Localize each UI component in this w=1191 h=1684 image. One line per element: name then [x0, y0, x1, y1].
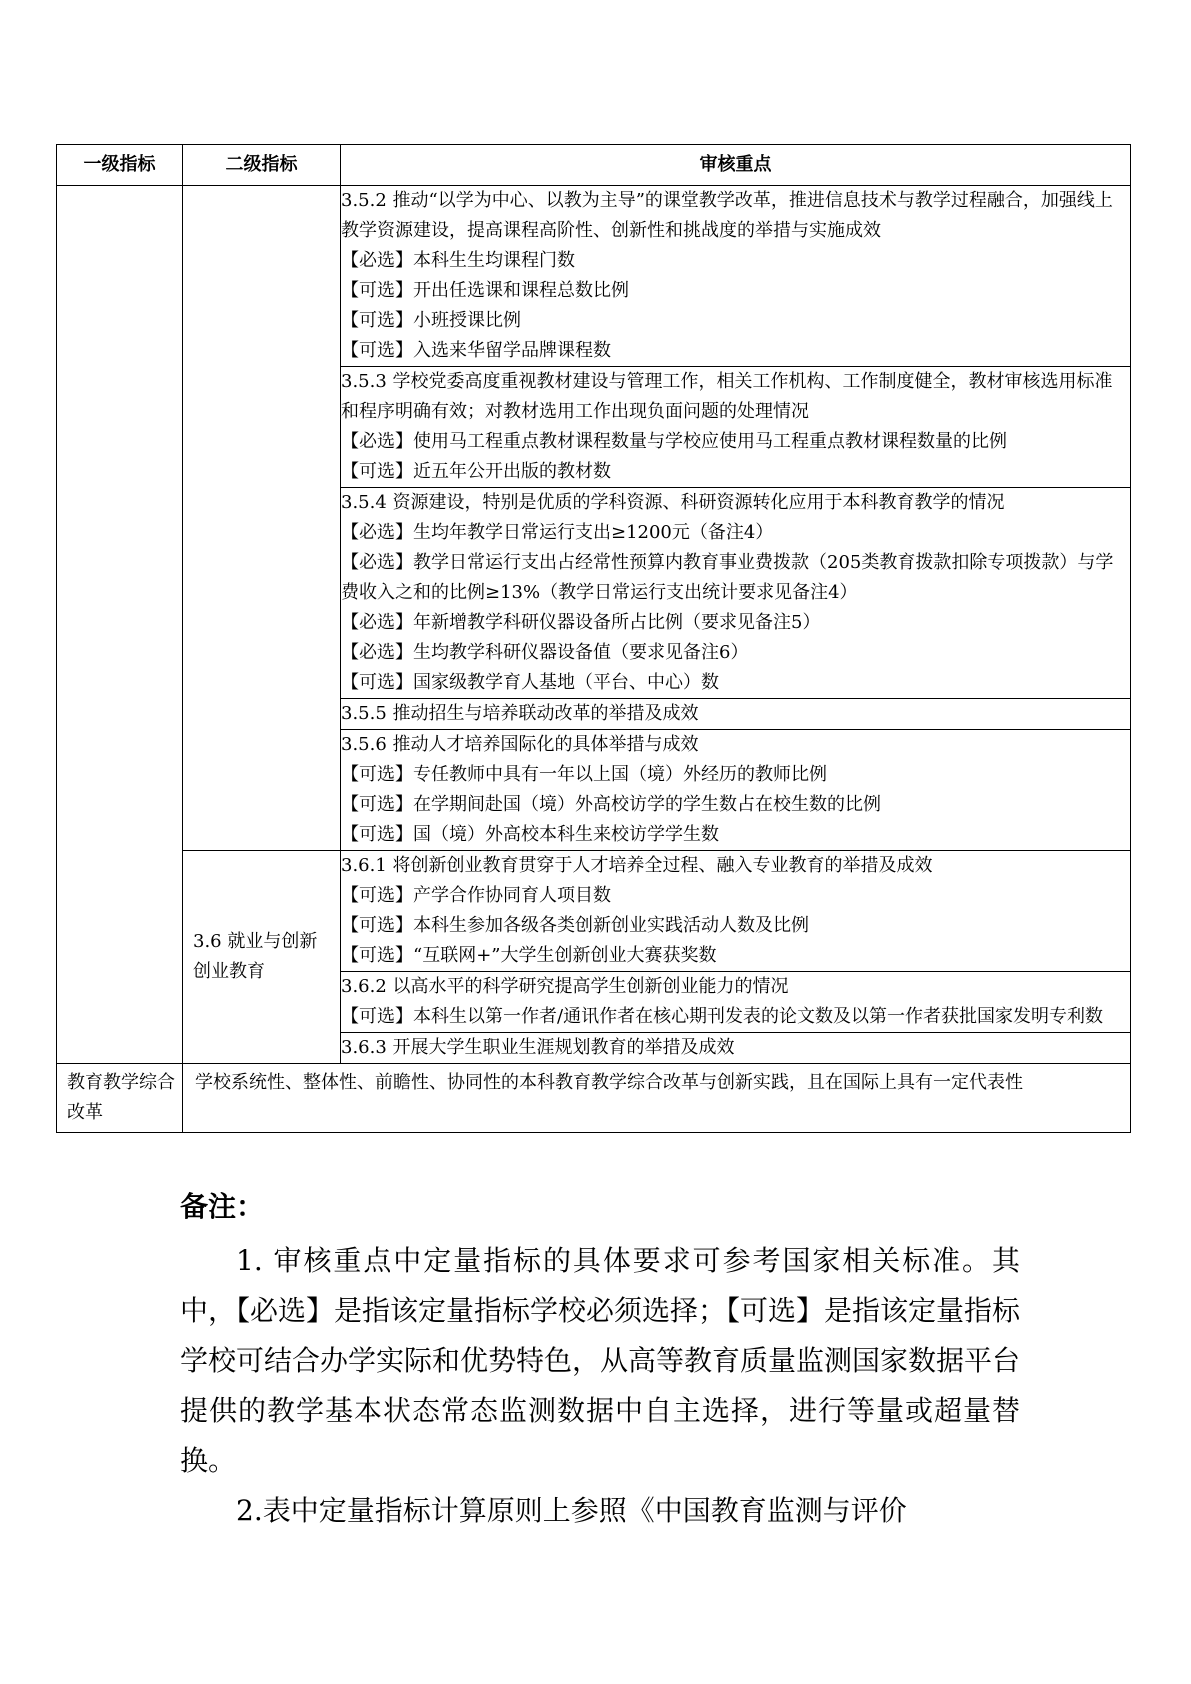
focus-item-indicator: 【可选】开出任选课和课程总数比例	[341, 280, 629, 301]
focus-item-title: 3.5.5 推动招生与培养联动改革的举措及成效	[341, 703, 699, 724]
table-row	[57, 1064, 1131, 1133]
focus-item-title: 3.5.2 推动“以学为中心、以教为主导”的课堂教学改革，推进信息技术与教学过程融合，加强线上教学资源建设，提高课程高阶性、创新性和挑战度的举措与实施成效	[341, 190, 1113, 241]
level2-cell-empty	[183, 186, 341, 851]
header-level1: 一级指标	[57, 145, 183, 186]
focus-item	[341, 699, 1131, 730]
header-level2: 二级指标	[183, 145, 341, 186]
focus-item-indicator: 【必选】年新增教学科研仪器设备所占比例（要求见备注5）	[341, 612, 821, 633]
focus-item	[341, 730, 1131, 851]
focus-item-indicator: 【必选】本科生生均课程门数	[341, 250, 575, 271]
focus-item-indicator: 【可选】本科生参加各级各类创新创业实践活动人数及比例	[341, 915, 809, 936]
focus-item-title: 3.6.1 将创新创业教育贯穿于人才培养全过程、融入专业教育的举措及成效	[341, 855, 933, 876]
focus-item-indicator: 【可选】近五年公开出版的教材数	[341, 461, 611, 482]
table-row	[57, 851, 1131, 972]
criteria-table	[56, 144, 1131, 1133]
note-paragraph-1: 1. 审核重点中定量指标的具体要求可参考国家相关标准。其中，【必选】是指该定量指标学校必须选择；【可选】是指该定量指标学校可结合办学实际和优势特色，从高等教育质量监测国家数据平台提供的教学基本状态常态监测数据中自主选择，进行等量或超量替换。	[180, 1244, 1021, 1477]
focus-item-indicator: 【必选】生均年教学日常运行支出≥1200元（备注4）	[341, 522, 774, 543]
notes-section	[180, 1182, 1020, 1536]
level1-cell-empty	[57, 186, 183, 1064]
focus-item	[341, 488, 1131, 699]
focus-item-indicator: 【可选】国（境）外高校本科生来校访学学生数	[341, 824, 719, 845]
note-paragraph-2: 2.表中定量指标计算原则上参照《中国教育监测与评价	[236, 1494, 907, 1527]
focus-item-title: 3.6.2 以高水平的科学研究提高学生创新创业能力的情况	[341, 976, 789, 997]
focus-item-indicator: 【可选】小班授课比例	[341, 310, 521, 331]
focus-item-indicator: 【必选】教学日常运行支出占经常性预算内教育事业费拨款（205类教育拨款扣除专项拨款）与学费收入之和的比例≥13%（教学日常运行支出统计要求见备注4）	[341, 552, 1114, 603]
focus-item	[341, 186, 1131, 367]
table-header-row	[57, 145, 1131, 186]
focus-item-indicator: 【可选】产学合作协同育人项目数	[341, 885, 611, 906]
focus-item-indicator: 【可选】本科生以第一作者/通讯作者在核心期刊发表的论文数及以第一作者获批国家发明专利数	[341, 1006, 1104, 1027]
focus-item-indicator: 【可选】在学期间赴国（境）外高校访学的学生数占在校生数的比例	[341, 794, 881, 815]
notes-heading: 备注：	[180, 1190, 265, 1223]
focus-item-indicator: 【必选】使用马工程重点教材课程数量与学校应使用马工程重点教材课程数量的比例	[341, 431, 1007, 452]
focus-item-indicator: 【可选】“互联网+”大学生创新创业大赛获奖数	[341, 945, 717, 966]
focus-item-indicator: 【必选】生均教学科研仪器设备值（要求见备注6）	[341, 642, 749, 663]
focus-item-indicator: 【可选】专任教师中具有一年以上国（境）外经历的教师比例	[341, 764, 827, 785]
header-focus: 审核重点	[341, 145, 1131, 186]
level1-label: 教育教学综合改革	[57, 1064, 183, 1133]
focus-item	[341, 972, 1131, 1033]
table-row	[57, 186, 1131, 367]
focus-item-indicator: 【可选】国家级教学育人基地（平台、中心）数	[341, 672, 719, 693]
focus-item-title: 3.5.6 推动人才培养国际化的具体举措与成效	[341, 734, 699, 755]
focus-item	[341, 1033, 1131, 1064]
focus-item-title: 3.6.3 开展大学生职业生涯规划教育的举措及成效	[341, 1037, 735, 1058]
focus-item-title: 3.5.3 学校党委高度重视教材建设与管理工作，相关工作机构、工作制度健全，教材审核选用标准和程序明确有效；对教材选用工作出现负面问题的处理情况	[341, 371, 1113, 422]
focus-item	[341, 851, 1131, 972]
reform-description: 学校系统性、整体性、前瞻性、协同性的本科教育教学综合改革与创新实践，且在国际上具有一定代表性	[183, 1064, 1131, 1133]
table-body	[57, 186, 1131, 1133]
focus-item	[341, 367, 1131, 488]
level2-label: 3.6 就业与创新创业教育	[183, 851, 341, 1064]
focus-item-title: 3.5.4 资源建设，特别是优质的学科资源、科研资源转化应用于本科教育教学的情况	[341, 492, 1005, 513]
focus-item-indicator: 【可选】入选来华留学品牌课程数	[341, 340, 611, 361]
